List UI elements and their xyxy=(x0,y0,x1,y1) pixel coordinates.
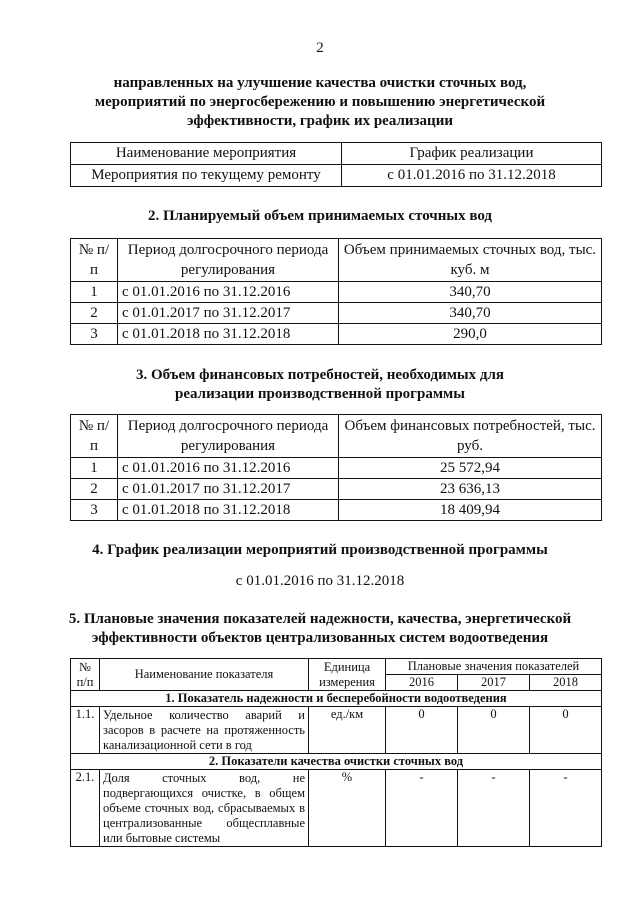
table-cell: 2 xyxy=(71,303,118,324)
section-2-title: 2. Планируемый объем принимаемых сточных вод xyxy=(147,208,493,224)
table-cell: с 01.01.2016 по 31.12.2016 xyxy=(118,282,339,303)
section-4-period: с 01.01.2016 по 31.12.2018 xyxy=(235,573,405,589)
column-header: Период долгосрочного периода регулирования xyxy=(118,415,339,458)
section-5-title-line: 5. Плановые значения показателей надежности, качества, энергетической xyxy=(68,611,572,627)
column-header: 2016 xyxy=(386,675,458,691)
table-cell: 1 xyxy=(71,282,118,303)
group-heading: 2. Показатели качества очистки сточных вод xyxy=(71,754,602,770)
section-5-title-line: эффективности объектов централизованных систем водоотведения xyxy=(91,630,549,646)
table-cell: - xyxy=(386,770,458,847)
table-row xyxy=(71,282,602,303)
financial-needs-table xyxy=(70,414,602,521)
table-cell: 1.1. xyxy=(71,707,100,754)
table-cell: с 01.01.2016 по 31.12.2018 xyxy=(342,165,602,187)
section-4-title: 4. График реализации мероприятий производственной программы xyxy=(92,542,548,558)
table-cell: 340,70 xyxy=(339,282,602,303)
table-cell: с 01.01.2017 по 31.12.2017 xyxy=(118,479,339,500)
table-cell: 2.1. xyxy=(71,770,100,847)
column-header: 2017 xyxy=(457,675,529,691)
table-cell: 3 xyxy=(71,324,118,345)
table-group-row xyxy=(71,691,602,707)
table-row xyxy=(71,479,602,500)
column-header: № п/п xyxy=(71,415,118,458)
table-cell: Мероприятия по текущему ремонту xyxy=(71,165,342,187)
column-header: Плановые значения показателей xyxy=(386,659,602,675)
table-group-row xyxy=(71,754,602,770)
column-header: 2018 xyxy=(529,675,601,691)
column-header: Единица измерения xyxy=(309,659,386,691)
table-header-row xyxy=(71,143,602,165)
wastewater-volume-table xyxy=(70,238,602,345)
table-cell: Удельное количество аварий и засоров в расчете на протяженность канализационной сети в год xyxy=(100,707,309,754)
section-3-title xyxy=(0,366,640,404)
table-cell: Доля сточных вод, не подвергающихся очистке, в общем объеме сточных вод, сбрасываемых в централизованные общесплавные или бытовые системы xyxy=(100,770,309,847)
column-header: Наименование мероприятия xyxy=(71,143,342,165)
table-header-row xyxy=(71,415,602,458)
table-header-row xyxy=(71,659,602,675)
table-cell: 23 636,13 xyxy=(339,479,602,500)
column-header: Период долгосрочного периода регулирования xyxy=(118,239,339,282)
measures-table xyxy=(70,142,602,187)
table-cell: 18 409,94 xyxy=(339,500,602,521)
indicators-table xyxy=(70,658,602,847)
column-header: График реализации xyxy=(342,143,602,165)
table-row xyxy=(71,500,602,521)
table-cell: с 01.01.2018 по 31.12.2018 xyxy=(118,324,339,345)
column-header: № п/п xyxy=(71,239,118,282)
table-cell: - xyxy=(457,770,529,847)
intro-heading xyxy=(0,74,640,131)
group-heading: 1. Показатель надежности и бесперебойности водоотведения xyxy=(71,691,602,707)
column-header: Наименование показателя xyxy=(100,659,309,691)
column-header: № п/п xyxy=(71,659,100,691)
table-cell: % xyxy=(309,770,386,847)
section-3-title-line: 3. Объем финансовых потребностей, необходимых для xyxy=(135,367,505,383)
table-cell: 340,70 xyxy=(339,303,602,324)
table-cell: 0 xyxy=(529,707,601,754)
section-5-title xyxy=(0,610,640,648)
intro-heading-line: мероприятий по энергосбережению и повышению энергетической xyxy=(94,94,546,110)
page-number: 2 xyxy=(316,40,324,56)
table-cell: с 01.01.2018 по 31.12.2018 xyxy=(118,500,339,521)
table-cell: с 01.01.2016 по 31.12.2016 xyxy=(118,458,339,479)
table-cell: - xyxy=(529,770,601,847)
column-header: Объем финансовых потребностей, тыс. руб. xyxy=(339,415,602,458)
table-row xyxy=(71,324,602,345)
table-cell: 1 xyxy=(71,458,118,479)
table-row xyxy=(71,707,602,754)
table-cell: 0 xyxy=(386,707,458,754)
table-cell: 0 xyxy=(457,707,529,754)
table-cell: ед./км xyxy=(309,707,386,754)
column-header: Объем принимаемых сточных вод, тыс. куб. м xyxy=(339,239,602,282)
table-cell: 2 xyxy=(71,479,118,500)
table-cell: с 01.01.2017 по 31.12.2017 xyxy=(118,303,339,324)
table-cell: 290,0 xyxy=(339,324,602,345)
intro-heading-line: эффективности, график их реализации xyxy=(187,113,453,129)
section-3-title-line: реализации производственной программы xyxy=(175,386,465,402)
table-row xyxy=(71,458,602,479)
table-cell: 3 xyxy=(71,500,118,521)
intro-heading-line: направленных на улучшение качества очистки сточных вод, xyxy=(113,75,527,91)
table-header-row xyxy=(71,239,602,282)
table-cell: 25 572,94 xyxy=(339,458,602,479)
table-row xyxy=(71,770,602,847)
table-row xyxy=(71,165,602,187)
table-row xyxy=(71,303,602,324)
